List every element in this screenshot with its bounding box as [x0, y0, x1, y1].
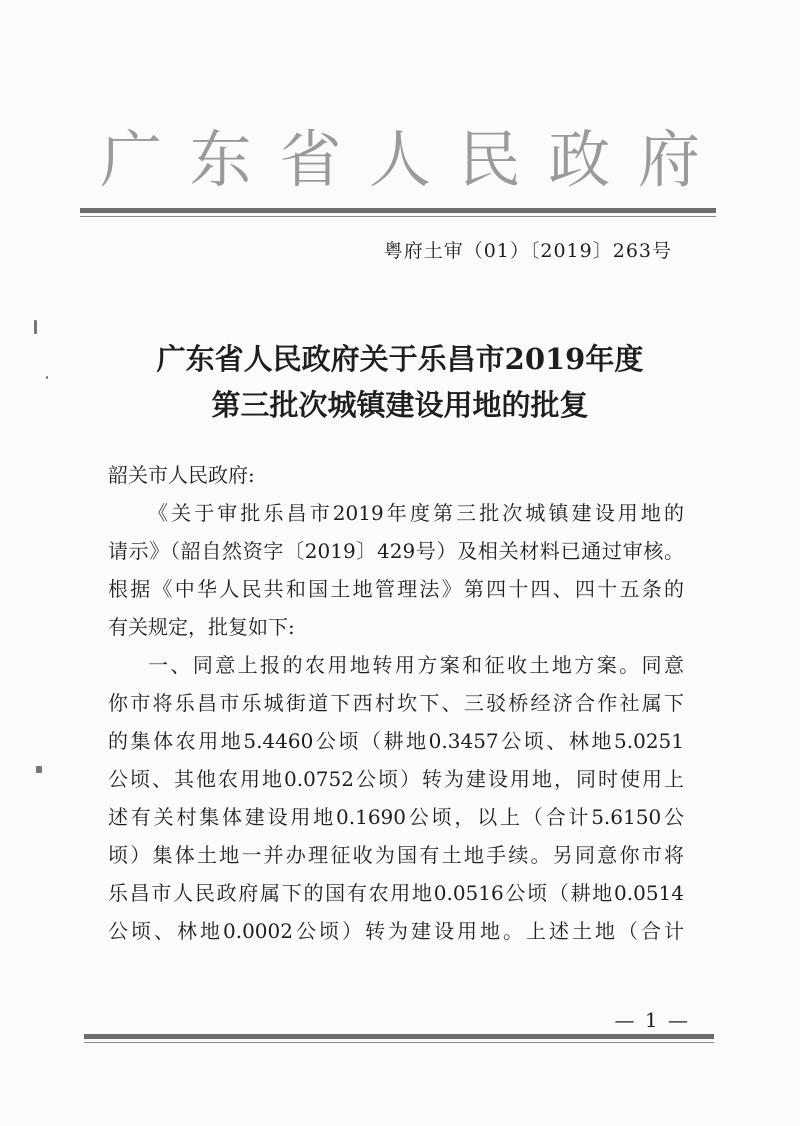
heading-line-2: 第三批次城镇建设用地的批复: [211, 388, 589, 422]
body-line: 请示》（韶自然资字〔2019〕429号）及相关材料已通过审核。: [108, 539, 684, 563]
title-char: 民: [458, 123, 521, 196]
heading-line-1: 广东省人民政府关于乐昌市2019年度: [156, 342, 644, 376]
scan-speck: [46, 376, 48, 379]
header-divider-thin: [80, 216, 716, 217]
body-line: 顷）集体土地一并办理征收为国有土地手续。另同意你市将: [108, 843, 684, 867]
title-char: 东: [189, 123, 252, 196]
scan-speck: [36, 766, 42, 773]
scan-speck: [34, 320, 37, 334]
page-number: — 1 —: [614, 1008, 690, 1032]
title-char: 府: [637, 123, 700, 196]
body-line: 根据《中华人民共和国土地管理法》第四十四、四十五条的: [108, 577, 684, 601]
body-line: 公顷、其他农用地0.0752公顷）转为建设用地，同时使用上: [108, 767, 684, 791]
title-char: 人: [368, 123, 431, 196]
body-line: 述有关村集体建设用地0.1690公顷，以上（合计5.6150公: [108, 805, 684, 829]
title-char: 省: [279, 123, 342, 196]
body-line: 公顷、林地0.0002公顷）转为建设用地。上述土地（合计: [108, 919, 684, 943]
body-line: 你市将乐昌市乐城街道下西村坎下、三驳桥经济合作社属下: [108, 691, 684, 715]
body-line: 一、同意上报的农用地转用方案和征收土地方案。同意: [148, 653, 684, 677]
document-heading: [0, 336, 800, 428]
salutation: 韶关市人民政府:: [108, 463, 255, 487]
footer-divider-thin: [84, 1042, 714, 1043]
body-line: 《关于审批乐昌市2019年度第三批次城镇建设用地的: [148, 501, 684, 525]
footer-divider-thick: [84, 1034, 714, 1039]
body-line: 有关规定，批复如下:: [108, 615, 295, 639]
body-line: 的集体农用地5.4460公顷（耕地0.3457公顷、林地5.0251: [108, 729, 684, 753]
title-char: 广: [100, 123, 163, 196]
document-body: [108, 456, 684, 950]
header-divider-thick: [80, 208, 716, 213]
issuing-authority-title: [100, 120, 700, 200]
body-line: 乐昌市人民政府属下的国有农用地0.0516公顷（耕地0.0514: [108, 881, 684, 905]
document-number: 粤府土审（01）〔2019〕263号: [383, 240, 672, 262]
title-char: 政: [548, 123, 611, 196]
